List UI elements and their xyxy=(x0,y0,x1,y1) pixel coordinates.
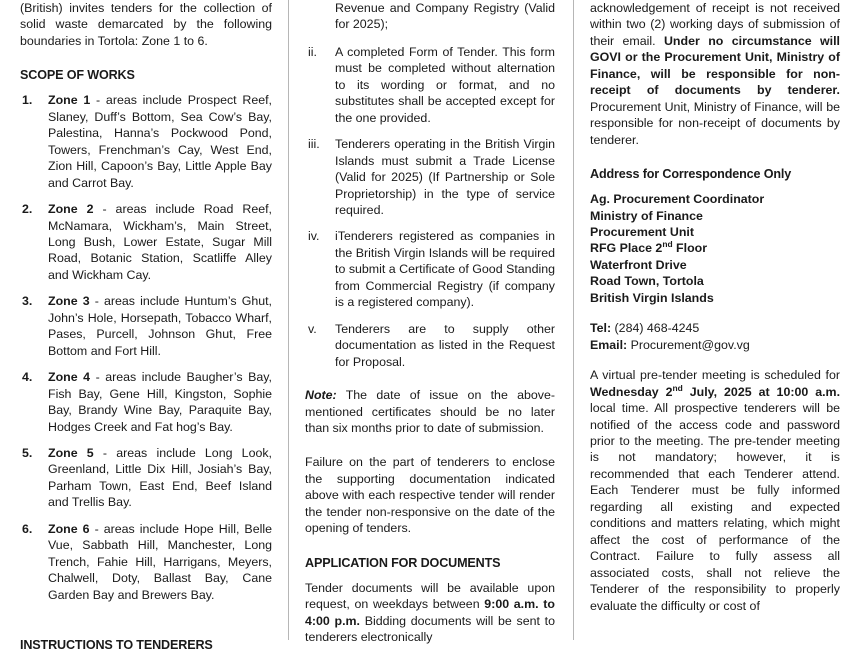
address-block xyxy=(590,191,840,306)
application-text-clipped: sent to tenderers electronically xyxy=(305,613,555,645)
address-line: Waterfront Drive xyxy=(590,257,687,272)
note-label: Note: xyxy=(305,388,337,403)
list-item-text: Tenderers operating in the British Virgin Islands must submit a Trade License (Valid for 2025) (If Partnership or Sole Proprietorship) in the type of service required. xyxy=(335,137,555,217)
list-item xyxy=(20,293,272,359)
zone-name: Zone 4 xyxy=(48,370,91,385)
requirements-list xyxy=(305,44,555,370)
spacer xyxy=(590,353,840,367)
address-line: Ag. Procurement Coordinator xyxy=(590,192,765,207)
list-numeral: iv. xyxy=(308,229,320,244)
pretender-meeting-paragraph xyxy=(590,367,840,614)
zone-name: Zone 5 xyxy=(48,445,94,460)
zone-text: - areas include Prospect Reef, Slaney, Duff’s Bottom, Sea Cow’s Bay, Palestina, Hanna’s Pockwood Pond, Towers, Frenchman’s Cay, West End, Zion Hill, Capoon’s Bay, Little Apple Bay and Carrot Bay. xyxy=(48,93,272,190)
zone-text: - areas include Huntum’s Ghut, John’s Hole, Horsepath, Tobacco Wharf, Pases, Purcell, Johnson Ghut, Free Bottom and Fort Hill. xyxy=(48,294,272,358)
zone-text: - areas include Hope Hill, Belle Vue, Sabbath Hill, Manchester, Long Trench, Fahie Hill, Harrigans, Meyers, Chalwell, Doty, Ballast Bay, Cane Garden Bay and Brewers Bay. xyxy=(48,521,272,602)
zone-text: - areas include Baugher’s Bay, Fish Bay, Gene Hill, Kingston, Sophie Bay, Brandy Wine Bay, Paraquite Bay, Hodges Creek and Fat hog’s Bay. xyxy=(48,370,272,434)
zone-number: 4. xyxy=(22,370,33,385)
list-item xyxy=(20,201,272,283)
column-divider-2 xyxy=(573,0,574,640)
receipt-paragraph xyxy=(590,0,840,148)
zone-name: Zone 2 xyxy=(48,202,94,217)
zone-text: - areas include Long Look, Greenland, Little Dix Hill, Josiah’s Bay, Parham Town, East End, Beef Island and Trellis Bay. xyxy=(48,445,272,510)
failure-paragraph: Failure on the part of tenderers to enclose the supporting documentation indicated above with each respective tender will render the tender non-responsive on the date of the opening of tenders. xyxy=(305,455,555,536)
address-heading: Address for Correspondence Only xyxy=(590,167,792,182)
application-text-a: Tender documents will be available upon request, on weekdays between xyxy=(305,580,555,612)
tel-label: Tel: xyxy=(590,321,612,336)
zone-number: 3. xyxy=(22,294,33,309)
zone-number: 6. xyxy=(22,521,33,536)
email-line xyxy=(590,337,840,353)
meeting-date-part: Wednesday 2 xyxy=(590,384,673,399)
zone-name: Zone 6 xyxy=(48,521,90,536)
list-numeral: v. xyxy=(308,321,317,336)
list-item xyxy=(305,321,555,370)
list-item-text: Tenderers are to supply other documentation as listed in the Request for Proposal. xyxy=(335,321,555,369)
list-numeral: ii. xyxy=(308,44,317,59)
meeting-text-a: A virtual pre-tender meeting is scheduled for xyxy=(590,368,840,383)
instructions-to-tenderers-heading: INSTRUCTIONS TO TENDERERS xyxy=(20,638,213,653)
zone-number: 5. xyxy=(22,445,33,460)
item-i-continued: Revenue and Company Registry (Valid for 2025); xyxy=(335,1,555,32)
list-item xyxy=(305,44,555,126)
note-paragraph xyxy=(305,387,555,436)
list-item-text: A completed Form of Tender. This form must be completed without alternation to its wording or format, and no substitutes shall be accepted except for the one provided. xyxy=(335,44,555,125)
zone-name: Zone 3 xyxy=(48,294,90,309)
list-item xyxy=(305,228,555,310)
note-text: The date of issue on the above-mentioned certificates should be no later than six months prior to date of submission. xyxy=(305,388,555,435)
column-3 xyxy=(590,0,840,640)
meeting-text-b: local time. All prospective tenderers will be notified of the access code and password prior to the meeting. The pre-tender meeting is not mandatory; however, it is recommended that each Tenderer attend. Each Tenderer must be fully informed regarding all existing and expected conditions and matters relating, which might affect the cost of performance of the Contract. Failure to fully assess all associated costs, shall not relieve the Tenderer of the responsibility to properly evaluate the difficulty or cost of xyxy=(590,401,840,613)
zone-text: - areas include Road Reef, McNamara, Wickham’s, Main Street, Long Bush, Lower Estate, Sugar Mill Road, Botanic Station, Scatliffe Alley and Wickham Cay. xyxy=(48,202,272,282)
application-for-documents-heading: APPLICATION FOR DOCUMENTS xyxy=(305,555,501,570)
list-item xyxy=(305,136,555,218)
column-1 xyxy=(20,0,272,653)
list-numeral: iii. xyxy=(308,137,320,152)
receipt-text-bold: Under no circumstance will GOVI or the Procurement Unit, Ministry of Finance, will be responsible for non-receipt of documents by tenderer. xyxy=(590,33,841,98)
intro-paragraph: (British) invites tenders for the collection of solid waste demarcated by the following boundaries in Tortola: Zone 1 to 6. xyxy=(20,1,272,48)
application-hours: 9:00 a.m. to 4:00 p.m. xyxy=(305,597,555,628)
application-text-b: Bidding documents will be xyxy=(360,613,512,628)
column-2 xyxy=(305,0,555,645)
zone-number: 1. xyxy=(22,93,33,108)
email-value: Procurement@gov.vg xyxy=(627,337,750,352)
application-paragraph xyxy=(305,580,555,646)
address-line: British Virgin Islands xyxy=(590,290,714,305)
ordinal-suffix: nd xyxy=(662,239,673,250)
spacer xyxy=(305,447,555,454)
zone-number: 2. xyxy=(22,202,33,217)
meeting-datetime xyxy=(590,382,841,399)
telephone-line xyxy=(590,320,840,336)
column-divider-1 xyxy=(288,0,289,640)
spacer xyxy=(590,159,840,166)
meeting-time-part: July, 2025 at 10:00 a.m. xyxy=(682,384,841,399)
list-item xyxy=(20,92,272,191)
spacer xyxy=(20,613,272,637)
list-item xyxy=(20,369,272,435)
address-line-rfg: RFG Place 2nd Floor xyxy=(590,239,708,256)
receipt-text-a: acknowledgement of receipt is not received within two (2) working days of submission of their email. xyxy=(590,1,840,48)
spacer xyxy=(305,548,555,555)
email-label: Email: xyxy=(590,337,628,352)
receipt-text-b: Procurement Unit, Ministry of Finance, will be responsible for non-receipt of documents by tenderer. xyxy=(590,99,840,147)
spacer xyxy=(20,60,272,67)
spacer xyxy=(590,306,840,320)
list-item-text: iTenderers registered as companies in the British Virgin Islands will be required to submit a Certificate of Good Standing from Commercial Registry (if company is a registered company). xyxy=(335,229,555,310)
tel-value: (284) 468-4245 xyxy=(611,321,700,336)
scope-of-works-heading: SCOPE OF WORKS xyxy=(20,68,135,83)
address-line: Procurement Unit xyxy=(590,224,694,239)
zone-list xyxy=(20,92,272,603)
address-line: Road Town, Tortola xyxy=(590,274,704,289)
contact-block xyxy=(590,320,840,353)
spacer xyxy=(305,380,555,387)
ordinal-suffix: nd xyxy=(672,382,683,393)
address-line: Ministry of Finance xyxy=(590,208,703,223)
zone-name: Zone 1 xyxy=(48,93,91,108)
list-item xyxy=(20,445,272,511)
list-item xyxy=(20,521,272,603)
